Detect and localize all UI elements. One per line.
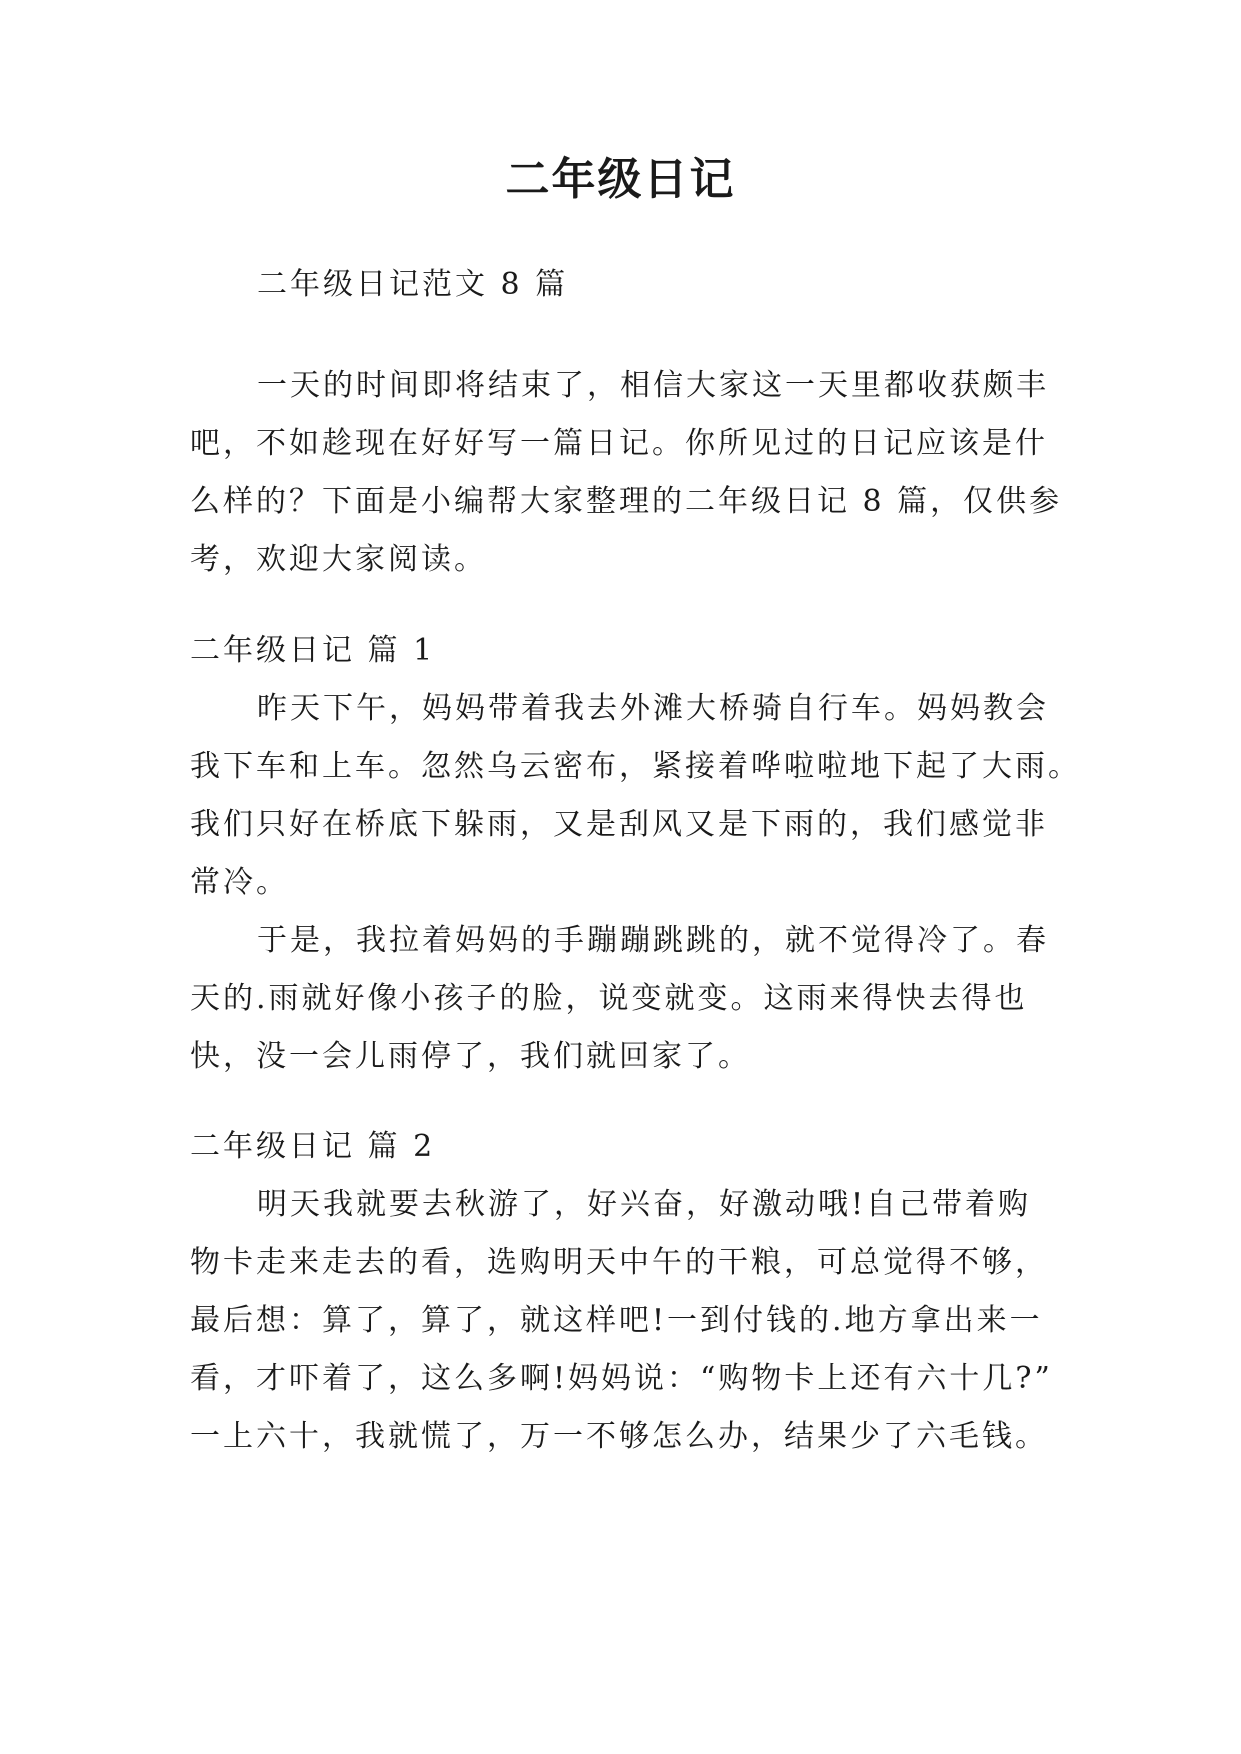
intro-line: 考，欢迎大家阅读。: [190, 542, 487, 577]
section-1-line: 快，没一会儿雨停了，我们就回家了。: [190, 1039, 751, 1074]
section-2-line: 物卡走来走去的看，选购明天中午的干粮，可总觉得不够，: [190, 1245, 1048, 1280]
section-heading-1: 二年级日记 篇 1: [190, 633, 436, 668]
page-title: 二年级日记: [505, 154, 736, 205]
section-1-line: 于是，我拉着妈妈的手蹦蹦跳跳的，就不觉得冷了。春: [257, 923, 1049, 958]
section-2-line: 明天我就要去秋游了，好兴奋，好激动哦!自己带着购: [257, 1187, 1032, 1222]
section-2-line: 看，才吓着了，这么多啊!妈妈说：“购物卡上还有六十几?”: [190, 1361, 1053, 1396]
intro-line: 吧，不如趁现在好好写一篇日记。你所见过的日记应该是什: [190, 426, 1048, 461]
section-1-line: 我们只好在桥底下躲雨，又是刮风又是下雨的，我们感觉非: [190, 807, 1048, 842]
section-2-line: 最后想：算了，算了，就这样吧!一到付钱的.地方拿出来一: [190, 1303, 1043, 1338]
section-1-line: 昨天下午，妈妈带着我去外滩大桥骑自行车。妈妈教会: [257, 691, 1049, 726]
section-2-line: 一上六十，我就慌了，万一不够怎么办，结果少了六毛钱。: [190, 1419, 1048, 1454]
section-heading-2: 二年级日记 篇 2: [190, 1129, 436, 1164]
section-1-line: 天的.雨就好像小孩子的脸，说变就变。这雨来得快去得也: [190, 981, 1028, 1016]
section-1-line: 常冷。: [190, 865, 289, 900]
section-1-line: 我下车和上车。忽然乌云密布，紧接着哗啦啦地下起了大雨。: [190, 749, 1081, 784]
document-subtitle: 二年级日记范文 8 篇: [257, 267, 569, 302]
intro-line: 么样的？下面是小编帮大家整理的二年级日记 8 篇，仅供参: [190, 484, 1063, 519]
intro-line: 一天的时间即将结束了，相信大家这一天里都收获颇丰: [257, 368, 1049, 403]
